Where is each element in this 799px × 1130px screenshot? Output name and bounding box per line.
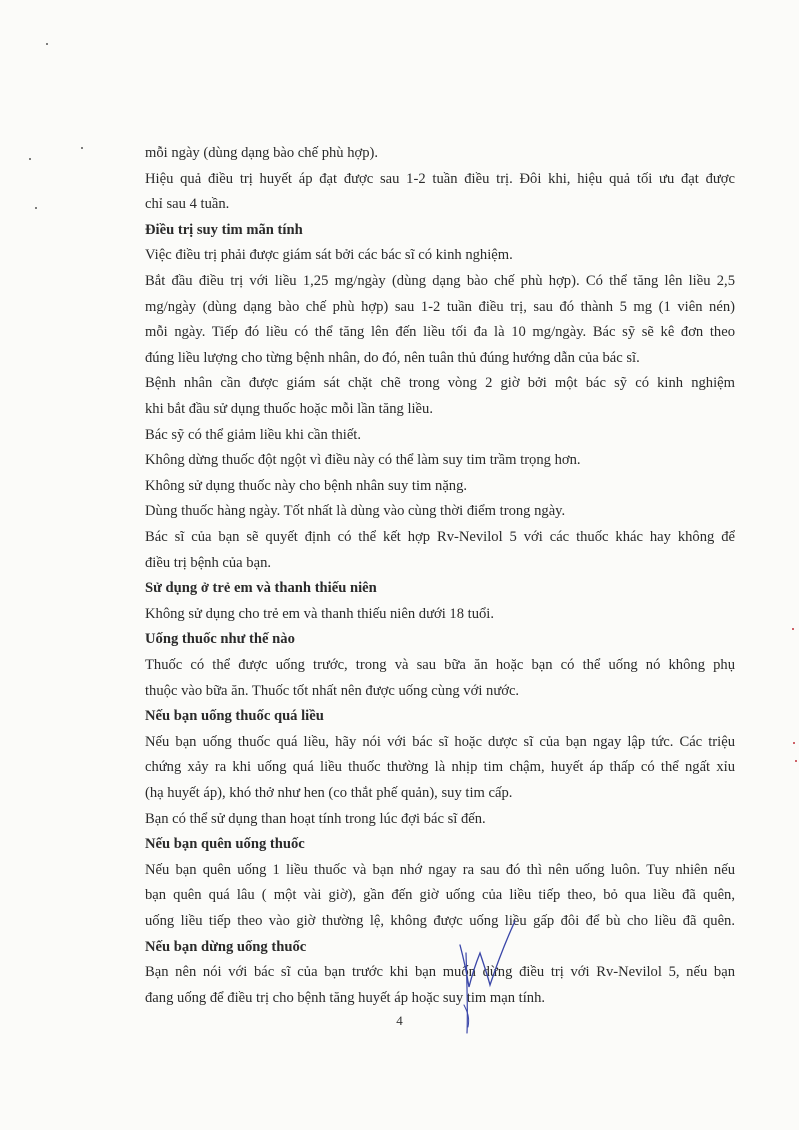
section-heading: Nếu bạn uống thuốc quá liều — [145, 708, 324, 725]
scan-speck — [46, 43, 48, 45]
text-line: điều trị bệnh của bạn. — [145, 554, 272, 571]
text-line: đúng liều lượng cho từng bệnh nhân, do đó, nên tuân thủ đúng hướng dẫn của bác sĩ. — [145, 349, 640, 366]
text-line: mg/ngày (dùng dạng bào chế phù hợp) sau 1-2 tuần điều trị, sau đó thành 5 mg (1 viên nén) — [145, 298, 735, 315]
text-line: bạn quên quá lâu ( một vài giờ), gần đến giờ uống của liều tiếp theo, bỏ qua liều đã quên, — [145, 887, 735, 904]
text-line: khi bắt đầu sử dụng thuốc hoặc mỗi lần tăng liều. — [145, 401, 433, 417]
scan-speck — [793, 742, 795, 744]
section-heading: Uống thuốc như thế nào — [145, 631, 295, 648]
text-line: thuộc vào bữa ăn. Thuốc tốt nhất nên được uống cùng với nước. — [145, 682, 520, 699]
section-heading: Sử dụng ở trẻ em và thanh thiếu niên — [145, 580, 377, 597]
text-line: (hạ huyết áp), khó thở như hen (co thắt phế quản), suy tim cấp. — [145, 785, 513, 801]
text-line: Hiệu quả điều trị huyết áp đạt được sau 1-2 tuần điều trị. Đôi khi, hiệu quả tối ưu đạt được — [145, 170, 735, 187]
text-line: Việc điều trị phải được giám sát bởi các bác sĩ có kinh nghiệm. — [145, 247, 513, 264]
text-line: Nếu bạn quên uống 1 liều thuốc và bạn nhớ ngay ra sau đó thì nên uống luôn. Tuy nhiên nếu — [145, 861, 735, 878]
text-line: mỗi ngày (dùng dạng bào chế phù hợp). — [145, 145, 379, 161]
text-line: Dùng thuốc hàng ngày. Tốt nhất là dùng vào cùng thời điểm trong ngày. — [145, 503, 566, 520]
scan-speck — [35, 207, 37, 209]
text-line: đang uống để điều trị cho bệnh tăng huyết áp hoặc suy tim mạn tính. — [145, 989, 546, 1006]
text-line: Bắt đầu điều trị với liều 1,25 mg/ngày (dùng dạng bào chế phù hợp). Có thể tăng lên liều 2,5 — [145, 273, 735, 289]
text-line: mỗi ngày. Tiếp đó liều có thể tăng lên đến liều tối đa là 10 mg/ngày. Bác sỹ sẽ kê đơn theo — [145, 324, 735, 341]
scan-speck — [792, 628, 794, 630]
text-line: Nếu bạn uống thuốc quá liều, hãy nói với bác sĩ hoặc dược sĩ của bạn ngay lập tức. Các triệu — [145, 733, 735, 750]
scan-speck — [81, 147, 83, 149]
page-number: 4 — [396, 1013, 403, 1028]
section-heading: Điều trị suy tim mãn tính — [145, 221, 303, 238]
scan-speck — [29, 158, 31, 160]
text-line: Bệnh nhân cần được giám sát chặt chẽ trong vòng 2 giờ bởi một bác sỹ có kinh nghiệm — [145, 375, 735, 392]
text-line: Không sử dụng cho trẻ em và thanh thiếu niên dưới 18 tuổi. — [145, 605, 495, 622]
section-heading: Nếu bạn quên uống thuốc — [145, 836, 305, 853]
text-line: Không sử dụng thuốc này cho bệnh nhân suy tim nặng. — [145, 477, 468, 494]
text-line: chứng xảy ra khi uống quá liều thuốc thường là nhịp tim chậm, huyết áp thấp có thể ngất xỉu — [145, 759, 735, 776]
scan-speck — [795, 760, 797, 762]
text-line: Bác sỹ có thể giảm liều khi cần thiết. — [145, 426, 362, 443]
text-line: uống liều tiếp theo vào giờ thường lệ, không được uống liều gấp đôi để bù cho liều đã quên. — [145, 913, 735, 929]
text-line: Bác sĩ của bạn sẽ quyết định có thể kết hợp Rv-Nevilol 5 với các thuốc khác hay không để — [145, 529, 735, 545]
text-line: Bạn nên nói với bác sĩ của bạn trước khi bạn muốn dừng điều trị với Rv-Nevilol 5, nếu bạn — [145, 964, 735, 981]
text-line: Bạn có thể sử dụng than hoạt tính trong lúc đợi bác sĩ đến. — [145, 810, 486, 827]
text-line: Thuốc có thể được uống trước, trong và sau bữa ăn hoặc bạn có thể uống nó không phụ — [145, 657, 735, 673]
text-line: chỉ sau 4 tuần. — [145, 196, 230, 213]
section-heading: Nếu bạn dừng uống thuốc — [145, 938, 307, 955]
text-line: Không dừng thuốc đột ngột vì điều này có thể làm suy tim trầm trọng hơn. — [145, 452, 581, 469]
